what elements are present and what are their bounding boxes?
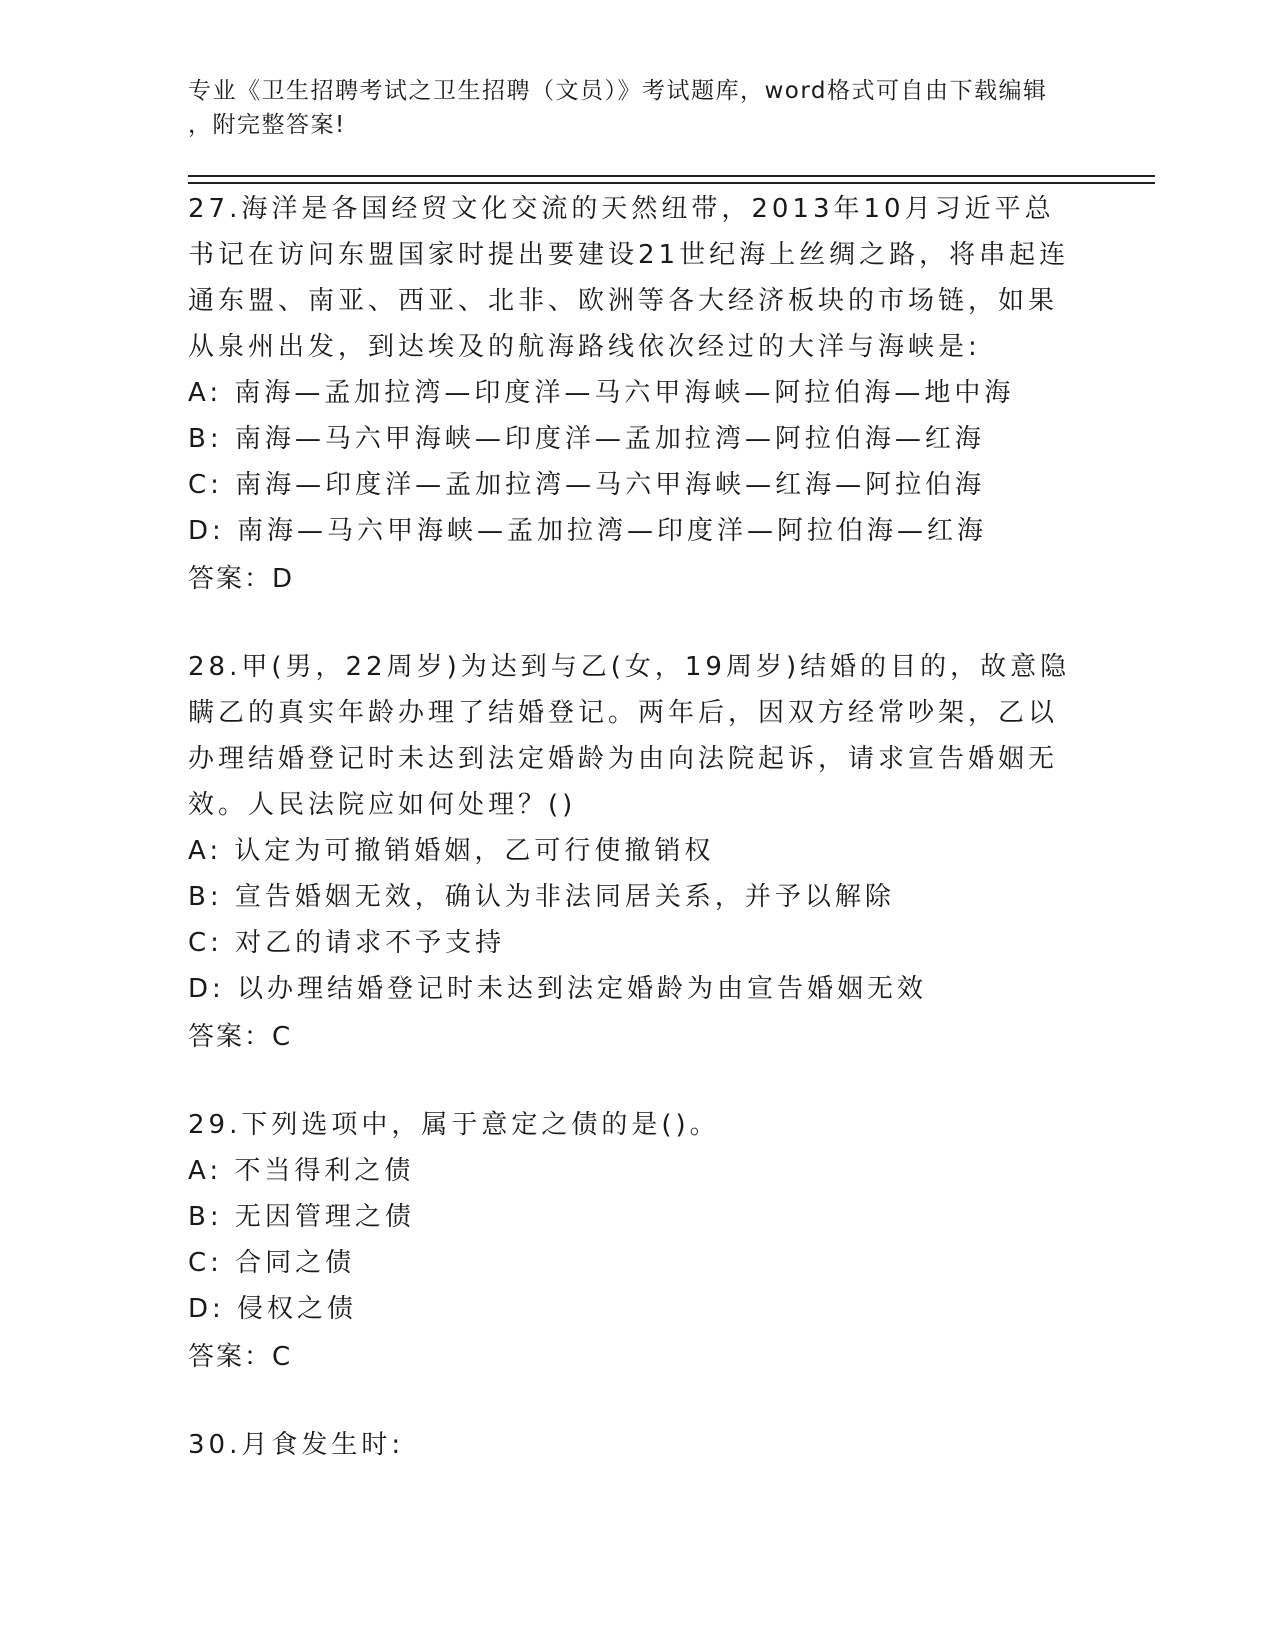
option-c: C: 合同之债 — [188, 1248, 356, 1278]
question-28 — [188, 644, 1078, 1060]
option-d: D: 南海—马六甲海峡—孟加拉湾—印度洋—阿拉伯海—红海 — [188, 516, 988, 546]
option-c: C: 南海—印度洋—孟加拉湾—马六甲海峡—红海—阿拉伯海 — [188, 470, 986, 500]
question-27 — [188, 186, 1078, 602]
question-stem: 28.甲(男，22周岁)为达到与乙(女，19周岁)结婚的目的，故意隐瞒乙的真实年龄办理了结婚登记。两年后，因双方经常吵架，乙以办理结婚登记时未达到法定婚龄为由向法院起诉，请求宣告婚姻无效。人民法院应如何处理？() — [188, 652, 1071, 820]
answer-label: 答案：C — [188, 1022, 293, 1052]
answer-label: 答案：C — [188, 1342, 293, 1372]
header-divider-bottom — [188, 182, 1155, 184]
answer-label: 答案：D — [188, 564, 295, 594]
question-stem: 30.月食发生时: — [188, 1430, 405, 1460]
header-line-1: 专业《卫生招聘考试之卫生招聘（文员）》考试题库，word格式可自由下载编辑 — [188, 78, 1048, 104]
question-29 — [188, 1102, 1078, 1380]
question-stem: 27.海洋是各国经贸文化交流的天然纽带，2013年10月习近平总书记在访问东盟国家时提出要建设21世纪海上丝绸之路，将串起连通东盟、南亚、西亚、北非、欧洲等各大经济板块的市场链，如果从泉州出发，到达埃及的航海路线依次经过的大洋与海峡是: — [188, 194, 1070, 362]
option-b: B: 宣告婚姻无效，确认为非法同居关系，并予以解除 — [188, 882, 895, 912]
option-c: C: 对乙的请求不予支持 — [188, 928, 506, 958]
question-30 — [188, 1422, 1078, 1468]
option-a: A: 南海—孟加拉湾—印度洋—马六甲海峡—阿拉伯海—地中海 — [188, 378, 1015, 408]
option-a: A: 认定为可撤销婚姻，乙可行使撤销权 — [188, 836, 715, 866]
option-d: D: 以办理结婚登记时未达到法定婚龄为由宣告婚姻无效 — [188, 974, 928, 1004]
header-divider-top — [188, 175, 1155, 177]
option-a: A: 不当得利之债 — [188, 1156, 415, 1186]
header-line-2: ，附完整答案! — [188, 112, 346, 138]
question-list — [188, 186, 1078, 1510]
option-d: D: 侵权之债 — [188, 1294, 358, 1324]
document-header — [188, 74, 1068, 142]
option-b: B: 无因管理之债 — [188, 1202, 415, 1232]
option-b: B: 南海—马六甲海峡—印度洋—孟加拉湾—阿拉伯海—红海 — [188, 424, 985, 454]
question-stem: 29.下列选项中，属于意定之债的是()。 — [188, 1110, 720, 1140]
